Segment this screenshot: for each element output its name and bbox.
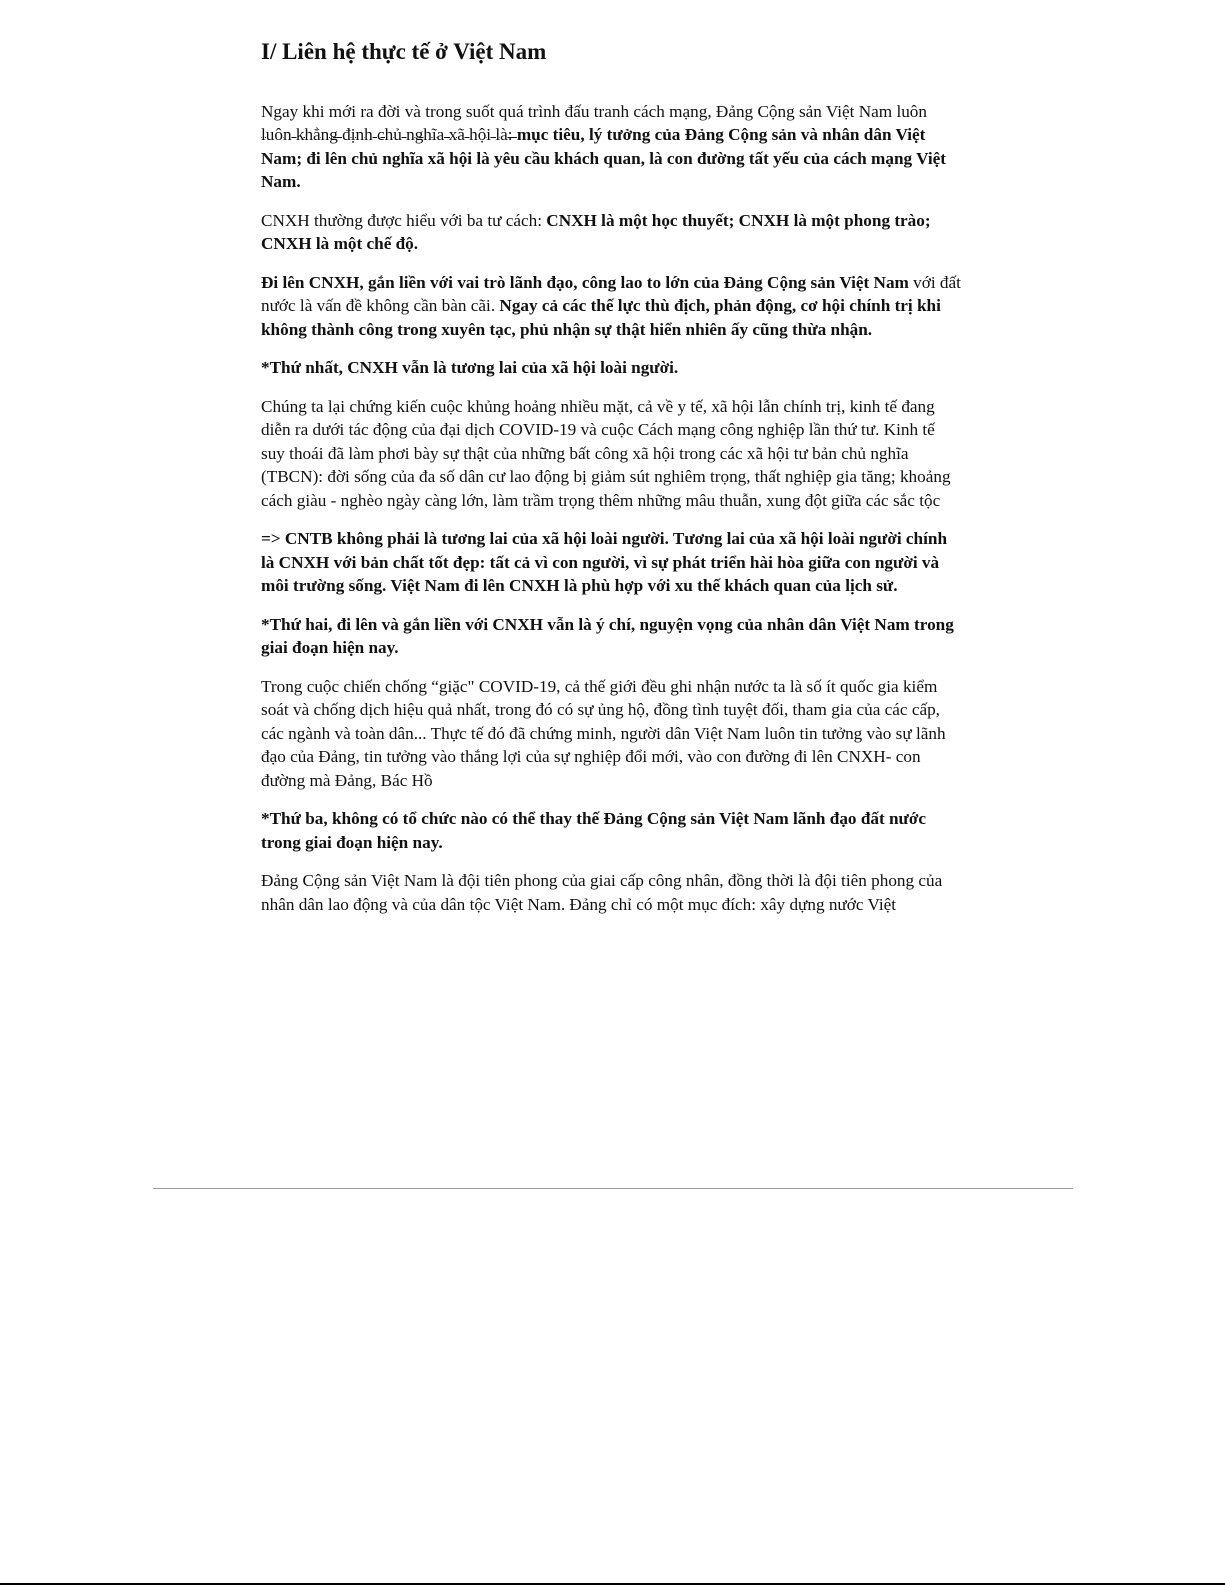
point-two-heading (261, 613, 961, 660)
point-one-text: *Thứ nhất, CNXH vẫn là tương lai của xã hội loài người. (261, 358, 679, 378)
conclusion-paragraph (261, 527, 961, 598)
paragraph-8: Trong cuộc chiến chống “giặc" COVID-19, cả thế giới đều ghi nhận nước ta là số ít quốc gia kiểm soát và chống dịch hiệu quả nhất, trong đó có sự ủng hộ, đồng tình tuyệt đối, tham gia của các cấp, các ngành và toàn dân... Thực tế đó đã chứng minh, người dân Việt Nam luôn tin tưởng vào sự lãnh đạo của Đảng, tin tưởng vào thắng lợi của sự nghiệp đổi mới, vào con đường đi lên CNXH- con đường mà Đảng, Bác Hồ (261, 676, 946, 790)
section-heading: I/ Liên hệ thực tế ở Việt Nam (261, 39, 547, 64)
paragraph-3 (261, 271, 961, 342)
paragraph-3-text: với đất nước là vấn đề không cần bàn cãi. (261, 272, 961, 316)
page-divider (153, 1188, 1073, 1189)
paragraph-3-bold-text: Ngay cả các thế lực thù địch, phản động, cơ hội chính trị khi không thành công trong xuyên tạc, phủ nhận sự thật hiển nhiên ấy cũng thừa nhận. (261, 296, 941, 339)
conclusion-text: => CNTB không phải là tương lai của xã hội loài người. Tương lai của xã hội loài người chính là CNXH với bản chất tốt đẹp: tất cả vì con người, vì sự phát triển hài hòa giữa con người và môi trường sống. Việt Nam đi lên CNXH là phù hợp với xu thế khách quan của lịch sử. (261, 529, 947, 596)
point-two-text: *Thứ hai, đi lên và gắn liền với CNXH vẫn là ý chí, nguyện vọng của nhân dân Việt Nam trong giai đoạn hiện nay. (261, 614, 954, 658)
paragraph-10: Đảng Cộng sản Việt Nam là đội tiên phong của giai cấp công nhân, đồng thời là đội tiên phong của nhân dân lao động và của dân tộc Việt Nam. Đảng chỉ có một mục đích: xây dựng nước Việt (261, 871, 943, 914)
point-one-heading (261, 356, 961, 380)
point-three-heading (261, 807, 961, 854)
paragraph-2-bold-text: CNXH là một học thuyết; CNXH là một phong trào; CNXH là một chế độ. (261, 210, 931, 254)
paragraph-1-underlined-text: luôn khẳng định chủ nghĩa xã hội là: (261, 125, 517, 145)
point-three-text: *Thứ ba, không có tổ chức nào có thể thay thế Đảng Cộng sản Việt Nam lãnh đạo đất nước trong giai đoạn hiện nay. (261, 809, 927, 852)
paragraph-2 (261, 209, 961, 256)
paragraph-1 (261, 100, 961, 194)
paragraph-3-bold-lead: Đi lên CNXH, gắn liền với vai trò lãnh đạo, công lao to lớn của Đảng Cộng sản Việt Nam (261, 272, 909, 292)
paragraph-5: Chúng ta lại chứng kiến cuộc khủng hoảng nhiều mặt, cả về y tế, xã hội lẫn chính trị, kinh tế đang diễn ra dưới tác động của đại dịch COVID-19 và cuộc Cách mạng công nghiệp lần thứ tư. Kinh tế suy thoái đã làm phơi bày sự thật của những bất công xã hội trong các xã hội tư bản chủ nghĩa (TBCN): đời sống của đa số dân cư lao động bị giảm sút nghiêm trọng, thất nghiệp gia tăng; khoảng cách giàu - nghèo ngày càng lớn, làm trầm trọng thêm những mâu thuẫn, xung đột giữa các sắc tộc (261, 396, 951, 510)
paragraph-1-bold-text: mục tiêu, lý tưởng của Đảng Cộng sản và nhân dân Việt Nam; đi lên chủ nghĩa xã hội là yêu cầu khách quan, là con đường tất yếu của cách mạng Việt Nam. (261, 125, 946, 192)
document-page (261, 38, 961, 931)
paragraph-1-first-line: Ngay khi mới ra đời và trong suốt quá trình đấu tranh cách mạng, Đảng Cộng sản Việt Nam luôn (261, 101, 927, 121)
paragraph-2-text: CNXH thường được hiểu với ba tư cách: (261, 210, 547, 230)
